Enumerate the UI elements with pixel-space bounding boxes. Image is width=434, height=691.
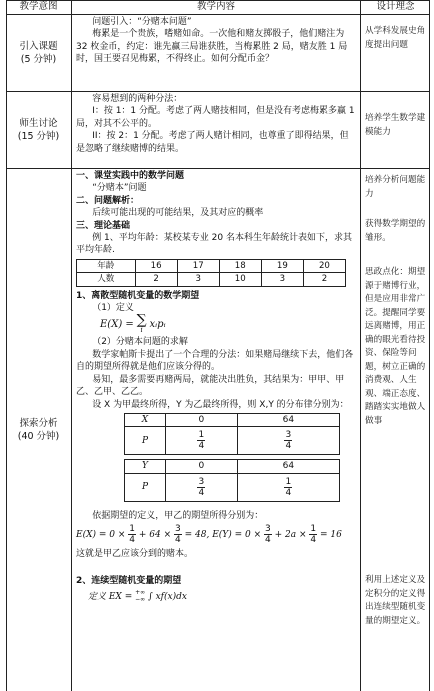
section-1-item: “分赌本”问题 <box>92 183 147 194</box>
table-row <box>125 413 340 426</box>
count-value: 2 <box>135 273 177 286</box>
calc-part-2: + 64 × <box>138 530 172 541</box>
cont-def-label: 定义 EX = <box>88 591 133 602</box>
y-value-1: 0 <box>166 460 238 473</box>
x-prob-1 <box>166 427 238 455</box>
count-value: 3 <box>177 273 219 286</box>
age-value: 16 <box>135 259 177 272</box>
age-value: 17 <box>177 259 219 272</box>
discussion-design: 培养学生数学建模能力 <box>365 113 426 137</box>
section-2-item: 后续可能出现的可能结果，及其对应的概率 <box>92 208 264 219</box>
fraction: $\frac{3}{4}$ <box>265 524 271 546</box>
formula-sum <box>136 311 147 335</box>
col-divider-1 <box>71 0 72 691</box>
continuous-title: 2、连续型随机变量的期望 <box>76 575 182 586</box>
solution-p3: 设 X 为甲最终所得，Y 为乙最终所得，则 X,Y 的分布律分别为： <box>92 399 349 410</box>
table-row <box>125 473 340 501</box>
stage-discussion-time: (15 分钟) <box>17 131 60 142</box>
section-2-title: 二、问题解析： <box>76 195 140 206</box>
discussion-content <box>76 93 357 155</box>
calc-part-3: = 48, E(Y) = 0 × <box>184 530 262 541</box>
fraction: $\frac{1}{4}$ <box>198 430 205 452</box>
discussion-option-1: I：按 1：1 分配。考虑了两人赌技相同，但是没有考虑梅累多赢 1 局，对其不公平的。 <box>76 106 355 129</box>
stage-discussion <box>6 92 71 168</box>
table-row <box>77 259 346 272</box>
fraction: $\frac{1}{4}$ <box>310 524 317 546</box>
explore-design-4: 利用上述定义及定积分的定义得出连续型随机变量的期望定义。 <box>365 575 426 626</box>
discussion-lead: 容易想到的两种分法： <box>92 94 183 104</box>
calc-part-5: = 16 <box>320 530 342 541</box>
cont-formula: ∫ xf(x)dx <box>148 591 187 602</box>
table-row <box>125 460 340 473</box>
fraction: $\frac{3}{4}$ <box>198 476 205 498</box>
fraction: $\frac{3}{4}$ <box>175 524 181 546</box>
intro-title: 问题引入：“分赌本问题” <box>92 17 192 27</box>
x-value-2: 64 <box>237 413 339 426</box>
stage-intro-name: 引入课题 <box>19 41 58 52</box>
stage-explore-name: 探索分析 <box>19 418 58 429</box>
continuous-definition <box>76 587 357 607</box>
header-intent: 教学意图 <box>19 1 58 12</box>
example-1: 例 1、平均年龄：某校某专业 20 名本科生年龄统计表如下，求其平均年龄. <box>76 233 352 256</box>
expectation-formula <box>76 311 357 336</box>
x-value-1: 0 <box>166 413 238 426</box>
integral-limits <box>135 589 145 603</box>
fraction: $\frac{1}{4}$ <box>285 476 292 498</box>
header-design: 设计理念 <box>376 1 415 12</box>
explore-design-2: 获得数学期望的雏形。 <box>365 219 426 243</box>
sum-index: i <box>140 325 143 334</box>
y-prob-2 <box>237 473 339 501</box>
expectation-calc <box>76 522 357 548</box>
conclusion-text: 这就是甲乙应该分到的赌本。 <box>76 549 194 560</box>
formula-lhs: E(X) = <box>100 319 134 331</box>
explore-design-3: 思政点化：期望源于赌博行业，但是应用非常广泛。提醒同学要远离赌博，用正确的眼光看待投资、保险等问题，树立正确的消费观、人生观、端正态度、踏踏实实地做人做事 <box>365 267 426 426</box>
expectation-text: 依据期望的定义，甲乙的期望所得分别为： <box>92 510 264 521</box>
intro-content <box>76 16 357 66</box>
x-prob-2 <box>237 427 339 455</box>
age-table <box>76 259 346 287</box>
explore-content <box>76 170 357 607</box>
y-prob-1 <box>166 473 238 501</box>
intro-design: 从学科发展史角度提出问题 <box>365 26 426 50</box>
formula-rhs: xᵢpᵢ <box>149 319 166 331</box>
section-1-title: 一、课堂实践中的数学问题 <box>76 171 185 181</box>
explore-design-1: 培养分析问题能力 <box>365 175 426 199</box>
count-label: 人数 <box>77 273 136 286</box>
age-value: 20 <box>303 259 345 272</box>
y-var: Y <box>125 460 166 473</box>
calc-part-1: E(X) = 0 × <box>76 530 126 541</box>
integral-lower: −∞ <box>135 596 146 604</box>
table-row <box>77 273 346 286</box>
age-value: 18 <box>219 259 261 272</box>
solution-label: （2）分赌本问题的求解 <box>92 337 188 348</box>
stage-intro-time: (5 分钟) <box>20 54 57 65</box>
stage-explore <box>6 169 71 691</box>
count-value: 10 <box>219 273 261 286</box>
x-p-label: P <box>125 427 166 455</box>
x-var: X <box>125 413 166 426</box>
distribution-table-y <box>124 459 340 501</box>
count-value: 3 <box>261 273 303 286</box>
count-value: 2 <box>303 273 345 286</box>
discussion-option-2: II：按 2：1 分配。考虑了两人赌计相同，也尊重了即得结果，但是忽略了继续赌博的结果。 <box>76 131 349 154</box>
distribution-table-x <box>124 413 340 455</box>
y-value-2: 64 <box>237 460 339 473</box>
y-p-label: P <box>125 473 166 501</box>
definition-label: （1）定义 <box>92 303 134 314</box>
age-label: 年龄 <box>77 259 136 272</box>
integral-upper: +∞ <box>135 589 146 597</box>
stage-explore-time: (40 分钟) <box>17 431 60 442</box>
fraction: $\frac{1}{4}$ <box>129 524 135 546</box>
fraction: $\frac{3}{4}$ <box>285 430 292 452</box>
solution-p2: 易知，最多需要再赌两局，就能决出胜负，其结果为：甲甲、甲乙、乙甲、乙乙。 <box>76 374 345 398</box>
sum-icon: ∑ <box>136 311 147 328</box>
col-divider-2 <box>360 0 361 691</box>
section-3-title: 三、理论基础 <box>76 220 131 231</box>
solution-p1: 数学家帕斯卡提出了一个合理的分法：如果赌局继续下去，他们各自的期望所得就是他们应该分得的。 <box>76 349 354 373</box>
stage-discussion-name: 师生讨论 <box>19 118 58 129</box>
header-content: 教学内容 <box>196 1 235 12</box>
calc-part-4: + 2a × <box>274 530 307 541</box>
intro-story: 梅累是一个贵族，嗜赌如命。一次他和赌友掷骰子，他们赌注为 32 枚金币，约定：谁先赢三局谁获胜，当梅累胜 2 局，赌友胜 1 局时，国王要召见梅累，不得终止。如何分配币金？ <box>76 29 348 65</box>
age-value: 19 <box>261 259 303 272</box>
table-row <box>125 427 340 455</box>
stage-intro <box>6 15 71 91</box>
discrete-title: 1、离散型随机变量的数学期望 <box>76 290 200 301</box>
